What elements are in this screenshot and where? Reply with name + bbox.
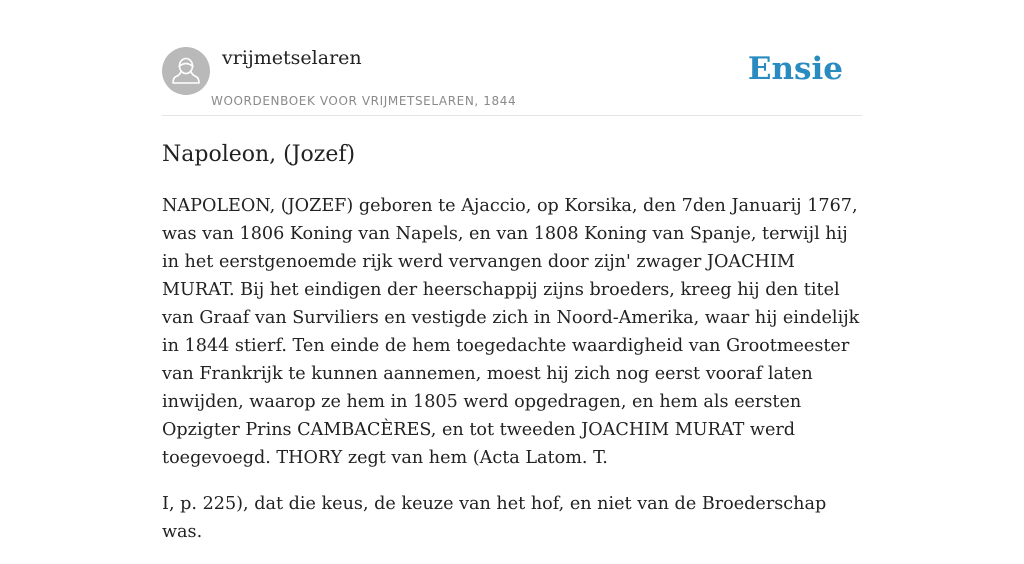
page xyxy=(162,0,862,542)
header xyxy=(162,0,862,116)
author-avatar[interactable] xyxy=(162,47,210,95)
article-body xyxy=(162,192,866,564)
article-paragraph: I, p. 225), dat die keus, de keuze van het hof, en niet van de Broederschap was. xyxy=(162,494,827,542)
article-paragraph: NAPOLEON, (JOZEF) geboren te Ajaccio, op Korsika, den 7den Januarij 1767, was van 1806 Koning van Napels, en van 1808 Koning van Spanje, terwijl hij in het eerstgenoemde rijk werd vervangen door zijn' zwager JOACHIM MURAT. Bij het eindigen der heerschappij zijns broeders, kreeg hij den titel van Graaf van Surviliers en vestigde zich in Noord-Amerika, waar hij eindelijk in 1844 stierf. Ten einde de hem toegedachte waardigheid van Grootmeester van Frankrijk te kunnen aannemen, moest hij zich nog eerst vooraf laten inwijden, waarop ze hem in 1805 werd opgedragen, en hem als eersten Opzigter Prins CAMBACÈRES, en tot tweeden JOACHIM MURAT werd toegevoegd. THORY zegt van hem (Acta Latom. T. xyxy=(162,196,860,468)
page-title: Napoleon, (Jozef) xyxy=(162,142,356,167)
author-name[interactable]: vrijmetselaren xyxy=(222,47,362,69)
source-dictionary[interactable]: WOORDENBOEK VOOR VRIJMETSELAREN, 1844 xyxy=(211,94,517,108)
brand-logo[interactable]: Ensie xyxy=(747,51,843,87)
user-silhouette-icon xyxy=(162,47,210,95)
